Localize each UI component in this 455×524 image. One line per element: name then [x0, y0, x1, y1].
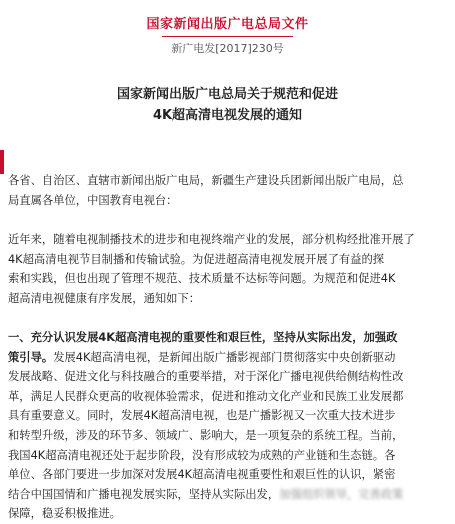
section-1-heading-end: 策引导。	[8, 350, 54, 364]
issuing-agency: 国家新闻出版广电总局文件	[146, 17, 309, 32]
intro-paragraph	[8, 230, 450, 308]
addressees-line: 各省、自治区、直辖市新闻出版广电局，新疆生产建设兵团新闻出版广电局，总	[8, 174, 404, 187]
section-1-line: 发展战略、促进文化与科技融合的重要举措，对于深化广播电视供给侧结构性改	[8, 370, 404, 384]
section-1-paragraph	[8, 328, 450, 524]
section-1-line: 和转型升级，涉及的环节多、领域广、影响大，是一项复杂的系统工程。当前，	[8, 428, 404, 442]
intro-line: 超高清电视健康有序发展，通知如下：	[8, 291, 201, 305]
title-line-2: 4K超高清电视发展的通知	[152, 108, 303, 123]
section-1-line: 保障，稳妥积极推进。	[8, 507, 121, 521]
intro-line: 4K超高清电视节目制播和传输试验。为促进超高清电视发展开展了有益的探	[8, 252, 385, 266]
red-side-mark	[0, 150, 4, 174]
title-line-1: 国家新闻出版广电总局关于规范和促进	[116, 87, 338, 102]
section-1-text: 结合中国国情和广播电视发展实际，坚持从实际出发，	[8, 487, 280, 501]
document-title	[0, 84, 455, 126]
section-1-line	[8, 485, 450, 505]
document-number: 新广电发[2017]230号	[171, 42, 284, 55]
document-header	[0, 16, 455, 34]
section-1-line: 革，满足人民群众更高的收视体验需求，促进和推动文化产业和民族工业发展都	[8, 389, 404, 403]
section-1-line: 我国4K超高清电视还处于起步阶段，没有形成较为成熟的产业链和生态链。各	[8, 448, 396, 462]
section-1-text: 发展4K超高清电视，是新闻出版广播影视部门贯彻落实中央创新驱动	[53, 350, 396, 364]
section-1-line: 具有重要意义。同时，发展4K超高清电视，也是广播影视又一次重大技术进步	[8, 409, 396, 423]
section-1-line	[8, 348, 450, 368]
blurred-watermark-text: 加强组织领导，完善政策	[279, 487, 404, 501]
section-1-line: 单位、各部门要进一步加深对发展4K超高清电视重要性和艰巨性的认识，紧密	[8, 468, 396, 482]
intro-line: 近年来，随着电视制播技术的进步和电视终端产业的发展，部分机构经批准开展了	[8, 233, 415, 246]
header-divider	[162, 36, 293, 37]
addressees-line: 局直属各单位，中国教育电视台：	[8, 193, 178, 207]
section-1-heading: 一、充分认识发展4K超高清电视的重要性和艰巨性，坚持从实际出发，加强政	[8, 331, 398, 344]
intro-line: 索和实践，但也出现了管理不规范、技术质量不达标等问题。为规范和促进4K	[8, 272, 396, 286]
addressees-paragraph	[8, 171, 450, 210]
